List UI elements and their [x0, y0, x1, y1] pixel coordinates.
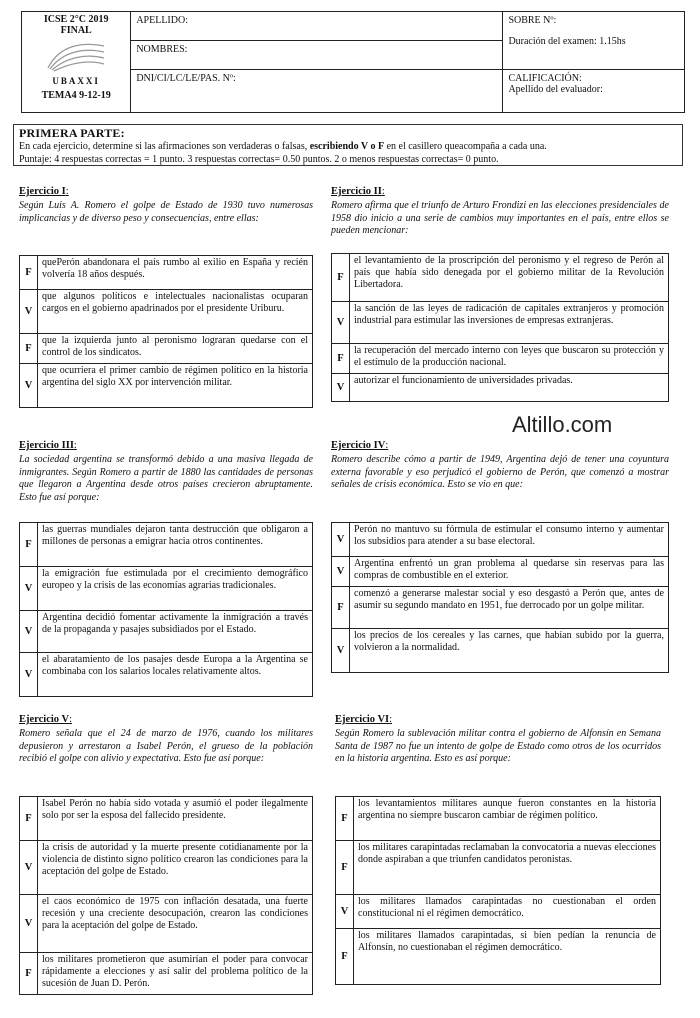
- instructions-text-c: en el casillero queacompaña a cada una.: [384, 141, 547, 152]
- answer-box[interactable]: V: [20, 290, 38, 334]
- answer-box[interactable]: F: [20, 523, 38, 567]
- title-colon: :: [381, 186, 385, 197]
- exercise-title: Ejercicio VI:: [335, 714, 393, 725]
- answer-box[interactable]: V: [20, 611, 38, 653]
- statement-text: los precios de los cereales y las carnes, que habían subido por la guerra, volvieron a la normalidad.: [350, 629, 669, 673]
- answer-box[interactable]: V: [332, 557, 350, 587]
- question-row: [20, 567, 313, 611]
- sobre-field: SOBRE Nº:: [508, 15, 557, 26]
- title-colon: :: [385, 440, 389, 451]
- logo-block: [22, 12, 131, 113]
- exercise-intro: Romero describe cómo a partir de 1949, Argentina dejó de tener una coyuntura externa favorable y eso perjudicó el gobierno de Perón, que comenzó a mostrar señales de crisis económica. Esto se vio en que:: [331, 454, 669, 490]
- answer-box[interactable]: V: [332, 629, 350, 673]
- instructions-box: [13, 124, 683, 166]
- statement-text: las guerras mundiales dejaron tanta destrucción que obligaron a millones de personas a emigrar hacia otros continentes.: [38, 523, 313, 567]
- title-colon: :: [389, 714, 393, 725]
- statement-text: la sanción de las leyes de radicación de capitales extranjeros y promoción industrial para estimular las inversiones de empresas extranjeras.: [350, 302, 669, 344]
- statement-text: Isabel Perón no había sido votada y asumió el poder ilegalmente solo por ser la esposa del fallecido presidente.: [38, 797, 313, 841]
- statement-text: que algunos políticos e intelectuales nacionalistas ocuparan cargos en el gobierno apadrinados por el presidente Uriburu.: [38, 290, 313, 334]
- answer-box[interactable]: V: [20, 567, 38, 611]
- answer-box[interactable]: F: [20, 797, 38, 841]
- logo-text: UBAXXI: [52, 76, 100, 86]
- question-row: [332, 374, 669, 402]
- statement-text: comenzó a generarse malestar social y eso desgastó a Perón que, antes de asumir su segundo mandato en 1951, fue derrocado por un golpe militar.: [350, 587, 669, 629]
- watermark-text: Altillo.com: [512, 412, 613, 437]
- question-row: [332, 302, 669, 344]
- question-row: [20, 334, 313, 364]
- statement-text: que la izquierda junto al peronismo lograran quedarse con el control de los sindicatos.: [38, 334, 313, 364]
- duracion-label: Duración del examen: 1.15hs: [508, 36, 626, 47]
- question-row: [332, 587, 669, 629]
- statement-text: quePerón abandonara el país rumbo al exilio en España y recién volvería 18 años después.: [38, 256, 313, 290]
- answer-box[interactable]: V: [332, 374, 350, 402]
- apellido-field[interactable]: APELLIDO:: [131, 12, 503, 41]
- title-colon: :: [69, 714, 72, 725]
- answer-box[interactable]: F: [20, 256, 38, 290]
- statement-text: la crisis de autoridad y la muerte presente cotidianamente por la violencia de distinto signo político crearon las condiciones para la aceptación del golpe de Estado.: [38, 841, 313, 895]
- exercise-intro: Romero señala que el 24 de marzo de 1976, cuando los militares depusieron y arrestaron a Isabel Perón, el grueso de la población recibió el golpe con alivio y expectativa. Esto fue así porque:: [19, 728, 313, 764]
- statement-text: los militares prometieron que asumirían el poder para convocar rápidamente a elecciones y así salir del problema político de la sucesión de Juan D. Perón.: [38, 953, 313, 995]
- instructions-text-a: En cada ejercicio, determine si las afirmaciones son verdaderas o falsas,: [19, 141, 310, 152]
- question-row: [336, 797, 661, 841]
- statement-text: Perón no mantuvo su fórmula de estimular el consumo interno y aumentar los subsidios para atender a su base electoral.: [350, 523, 669, 557]
- statement-text: la recuperación del mercado interno con leyes que buscaron su protección y el estímulo de la producción nacional.: [350, 344, 669, 374]
- exam-type-label: FINAL: [60, 25, 92, 36]
- exercise-title: Ejercicio V:: [19, 714, 72, 725]
- answer-box[interactable]: F: [332, 254, 350, 302]
- question-row: [332, 523, 669, 557]
- question-table: [19, 522, 313, 697]
- statement-text: los militares llamados carapintadas no cuestionaban el orden constitucional ni el régimen democrático.: [354, 895, 661, 929]
- question-table: [19, 796, 313, 995]
- exercise-intro: Romero afirma que el triunfo de Arturo Frondizi en las elecciones presidenciales de 1958 dio inicio a una serie de cambios muy importantes en el país, entre ellos se pueden mencionar:: [331, 200, 669, 236]
- answer-box[interactable]: V: [336, 895, 354, 929]
- question-row: [336, 929, 661, 985]
- answer-box[interactable]: V: [20, 895, 38, 953]
- question-row: [20, 953, 313, 995]
- answer-box[interactable]: F: [336, 841, 354, 895]
- answer-box[interactable]: V: [20, 364, 38, 408]
- exercise-title: Ejercicio II:: [331, 186, 385, 197]
- question-row: [20, 895, 313, 953]
- statement-text: el abaratamiento de los pasajes desde Europa a la Argentina se combinaba con los salarios locales relativamente altos.: [38, 653, 313, 697]
- statement-text: los militares carapintadas reclamaban la convocatoria a nuevas elecciones donde aspiraban a que triunfen candidatos peronistas.: [354, 841, 661, 895]
- answer-box[interactable]: F: [332, 344, 350, 374]
- question-row: [20, 523, 313, 567]
- exercise-intro: Según Romero la sublevación militar contra el gobierno de Alfonsín en Semana Santa de 1987 no fue un intento de golpe de Estado como otros de los ocurridos en la historia argentina. Esto es así porque:: [335, 728, 661, 764]
- title-colon: :: [65, 186, 69, 197]
- question-row: [20, 653, 313, 697]
- question-table: [335, 796, 661, 985]
- answer-box[interactable]: V: [332, 523, 350, 557]
- statement-text: que ocurriera el primer cambio de régimen político en la historia argentina del siglo XX por intervención militar.: [38, 364, 313, 408]
- section-title: PRIMERA PARTE:: [19, 126, 125, 140]
- exercise-title: Ejercicio IV:: [331, 440, 389, 451]
- evaluador-label: Apellido del evaluador:: [508, 84, 603, 95]
- answer-box[interactable]: F: [336, 797, 354, 841]
- answer-box[interactable]: V: [332, 302, 350, 344]
- statement-text: los levantamientos militares aunque fueron constantes en la historia argentina no siempre buscaron cambiar de régimen político.: [354, 797, 661, 841]
- dni-field[interactable]: DNI/CI/LC/LE/PAS. Nº:: [131, 70, 503, 113]
- calificacion-label: CALIFICACIÓN:: [508, 73, 582, 84]
- exercise-title: Ejercicio I:: [19, 186, 69, 197]
- statement-text: Argentina enfrentó un gran problema al quedarse sin reservas para las compras de combustible en el exterior.: [350, 557, 669, 587]
- answer-box[interactable]: F: [336, 929, 354, 985]
- exercise-intro: Según Luis A. Romero el golpe de Estado de 1930 tuvo numerosas implicancias y de diverso peso y consecuencias, entre ellas:: [19, 200, 313, 224]
- nombres-field[interactable]: NOMBRES:: [131, 41, 503, 70]
- scoring-line: Puntaje: 4 respuestas correctas = 1 punto. 3 respuestas correctas= 0.50 puntos. 2 o menos respuestas correctas= 0 punto.: [19, 154, 499, 165]
- question-row: [336, 841, 661, 895]
- exercise-intro: La sociedad argentina se transformó debido a una masiva llegada de inmigrantes. Según Romero a partir de 1880 las cantidades de personas que llegaron a Argentina desde otros países crecieron abruptamente. Esto fue así porque:: [19, 454, 313, 503]
- exam-header: [21, 11, 685, 113]
- question-row: [20, 611, 313, 653]
- statement-text: la emigración fue estimulada por el crecimiento demográfico europeo y la crisis de las economías agrarias tradicionales.: [38, 567, 313, 611]
- answer-box[interactable]: V: [20, 653, 38, 697]
- answer-box[interactable]: F: [20, 334, 38, 364]
- instructions-line: [19, 140, 677, 153]
- statement-text: los militares llamados carapintadas, si bien pedían la renuncia de Alfonsín, no cuestionaban el régimen democrático.: [354, 929, 661, 985]
- question-row: [332, 344, 669, 374]
- sobre-cell[interactable]: [503, 12, 685, 70]
- answer-box[interactable]: F: [20, 953, 38, 995]
- question-row: [20, 841, 313, 895]
- answer-box[interactable]: F: [332, 587, 350, 629]
- answer-box[interactable]: V: [20, 841, 38, 895]
- title-colon: :: [73, 440, 77, 451]
- question-row: [332, 557, 669, 587]
- question-table: [331, 522, 669, 673]
- question-row: [20, 256, 313, 290]
- course-label: ICSE 2°C 2019: [43, 14, 109, 25]
- question-row: [20, 290, 313, 334]
- statement-text: el levantamiento de la proscripción del peronismo y el regreso de Perón al país que había sido denegada por el gobierno militar de la Revolución Libertadora.: [350, 254, 669, 302]
- calificacion-cell[interactable]: [503, 70, 685, 113]
- question-table: [19, 255, 313, 408]
- question-row: [332, 254, 669, 302]
- instructions-emphasis: escribiendo V o F: [309, 141, 385, 152]
- question-row: [20, 797, 313, 841]
- question-table: [331, 253, 669, 402]
- question-row: [336, 895, 661, 929]
- question-row: [20, 364, 313, 408]
- statement-text: autorizar el funcionamiento de universidades privadas.: [350, 374, 669, 402]
- question-row: [332, 629, 669, 673]
- statement-text: el caos económico de 1975 con inflación desatada, una fuerte recesión y una creciente desocupación, crearon las condiciones para la aceptación del golpe de Estado.: [38, 895, 313, 953]
- tema-label: TEMA4 9-12-19: [41, 90, 111, 101]
- statement-text: Argentina decidió fomentar activamente la inmigración a través de la propaganda y pasajes subsidiados por el Estado.: [38, 611, 313, 653]
- ubaxxi-logo-icon: [44, 38, 108, 72]
- exercise-title: Ejercicio III:: [19, 440, 77, 451]
